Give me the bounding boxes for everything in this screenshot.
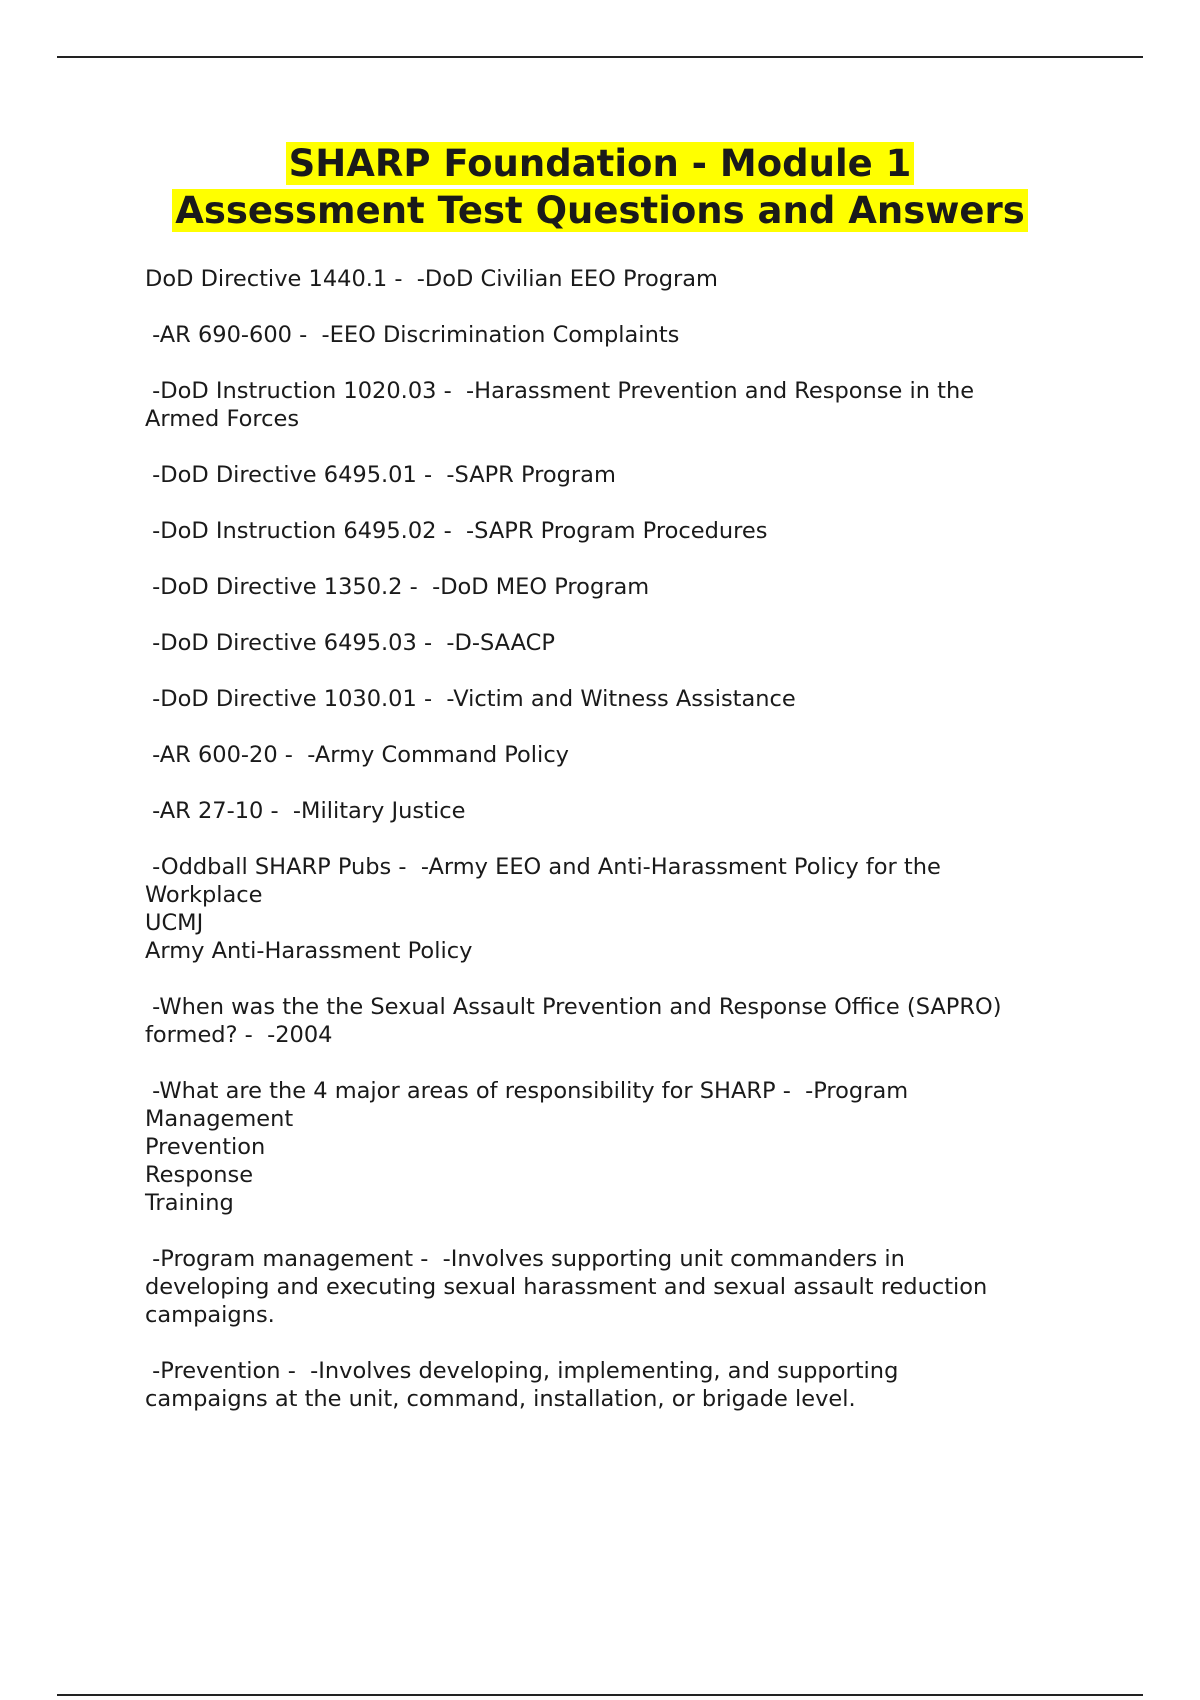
qa-entry: -DoD Instruction 1020.03 - -Harassment Prevention and Response in the Armed Forces — [145, 378, 975, 432]
qa-entry: -DoD Directive 1350.2 - -DoD MEO Program — [145, 574, 650, 600]
document-title — [60, 140, 1140, 234]
title-line-2: Assessment Test Questions and Answers — [172, 189, 1028, 232]
qa-entry: -DoD Directive 1030.01 - -Victim and Witness Assistance — [145, 686, 796, 712]
qa-entry: -AR 600-20 - -Army Command Policy — [145, 742, 569, 768]
qa-entry: -DoD Directive 6495.03 - -D-SAACP — [145, 630, 555, 656]
qa-entry: DoD Directive 1440.1 - -DoD Civilian EEO Program — [145, 266, 718, 292]
title-line-1: SHARP Foundation - Module 1 — [286, 142, 915, 185]
qa-entry: -AR 27-10 - -Military Justice — [145, 798, 466, 824]
qa-entry: -Oddball SHARP Pubs - -Army EEO and Anti-Harassment Policy for the Workplace UCMJ Army Anti-Harassment Policy — [145, 854, 941, 964]
footer-rule — [57, 1694, 1143, 1696]
qa-entry: -AR 690-600 - -EEO Discrimination Complaints — [145, 322, 680, 348]
qa-entry: -DoD Instruction 6495.02 - -SAPR Program Procedures — [145, 518, 768, 544]
document-body — [145, 265, 1085, 1441]
qa-entry: -DoD Directive 6495.01 - -SAPR Program — [145, 462, 616, 488]
header-rule — [57, 56, 1143, 58]
qa-entry: -Prevention - -Involves developing, implementing, and supporting campaigns at the unit, command, installation, or brigade level. — [145, 1358, 899, 1412]
qa-entry: -When was the the Sexual Assault Prevention and Response Office (SAPRO) formed? - -2004 — [145, 994, 1002, 1048]
qa-entry: -Program management - -Involves supporting unit commanders in developing and executing sexual harassment and sexual assault reduction campaigns. — [145, 1246, 988, 1328]
qa-entry: -What are the 4 major areas of responsibility for SHARP - -Program Management Prevention Response Training — [145, 1078, 909, 1216]
